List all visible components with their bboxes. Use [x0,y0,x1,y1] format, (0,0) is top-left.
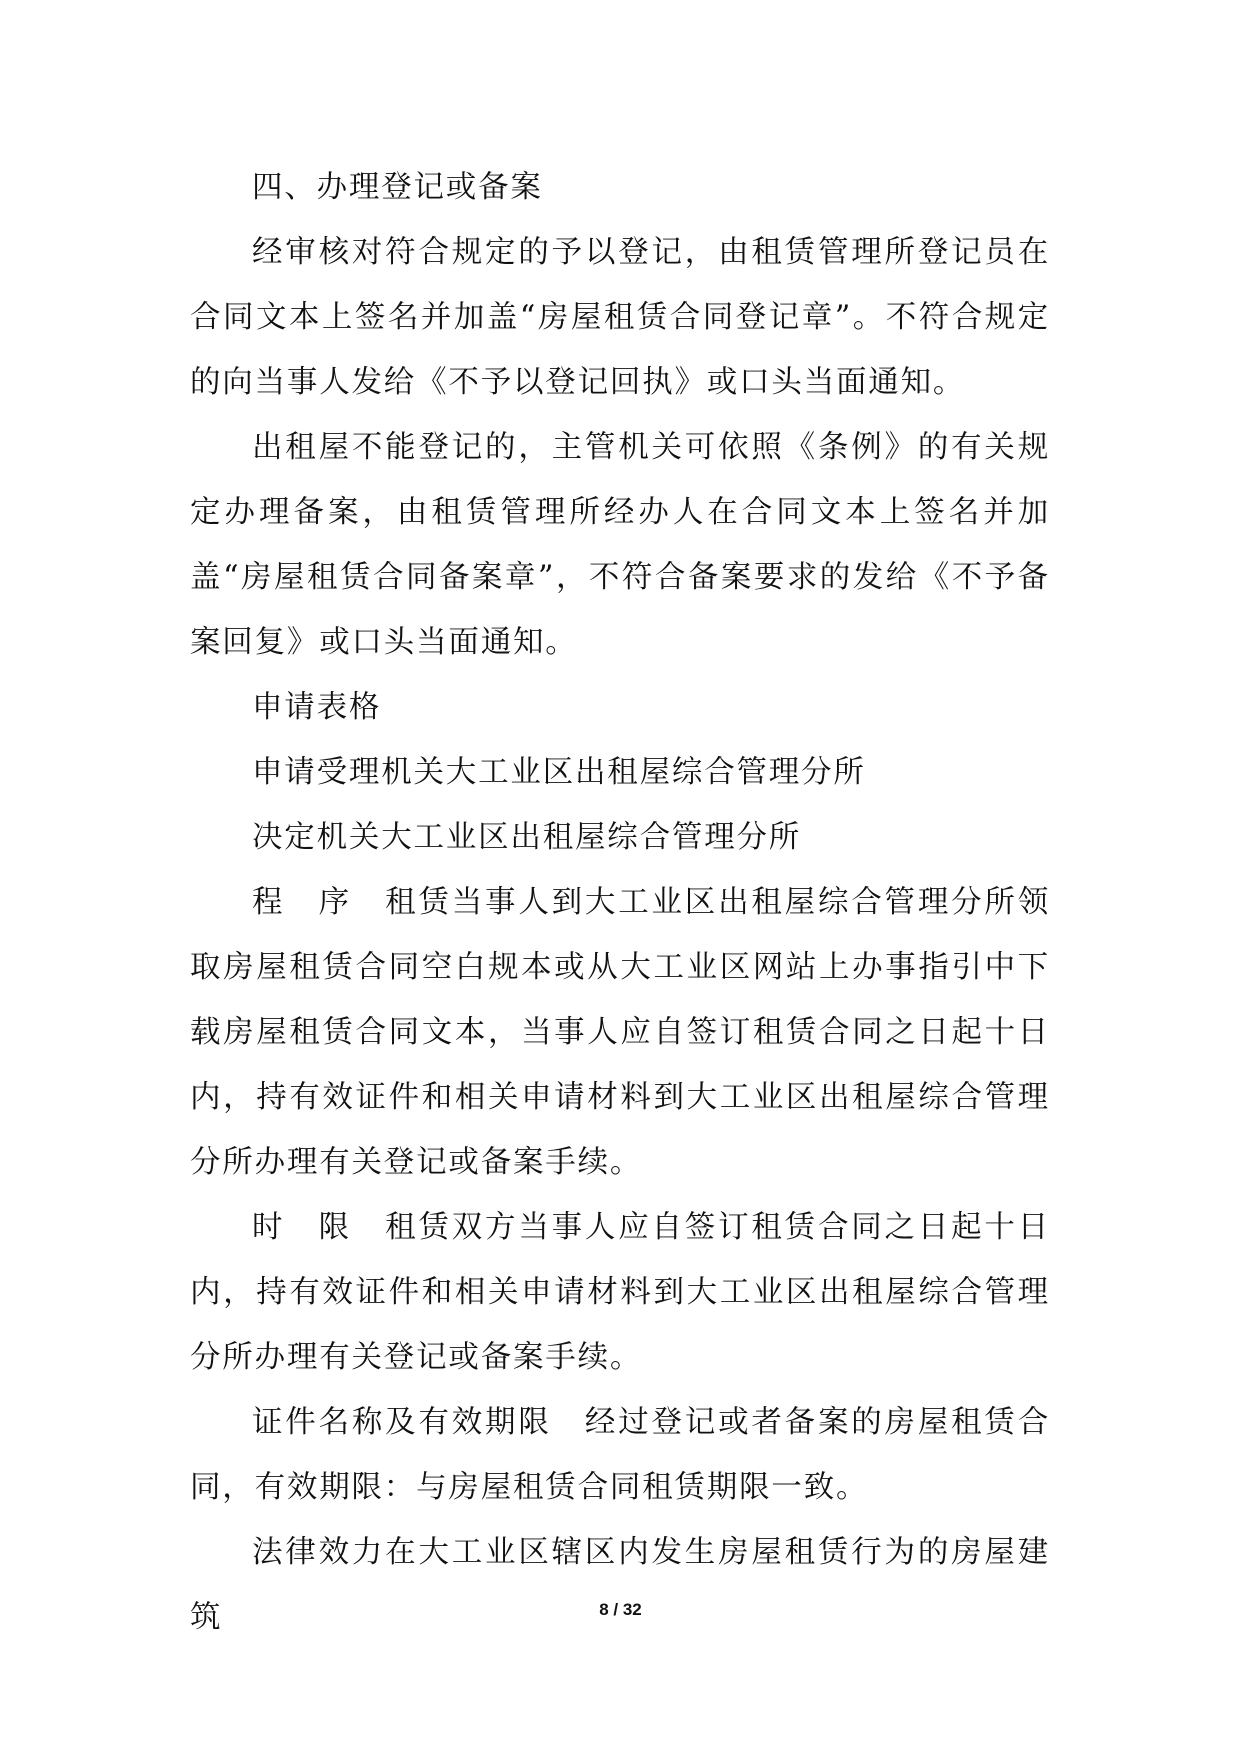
paragraph-certificate-validity: 证件名称及有效期限 经过登记或者备案的房屋租赁合同，有效期限：与房屋租赁合同租赁期限一致。 [190,1405,1050,1505]
paragraph-deciding-authority: 决定机关大工业区出租屋综合管理分所 [252,820,802,855]
paragraph-registration: 经审核对符合规定的予以登记，由租赁管理所登记员在合同文本上签名并加盖“房屋租赁合同登记章”。不符合规定的向当事人发给《不予以登记回执》或口头当面通知。 [190,235,1050,400]
document-body [190,155,1050,1650]
paragraph-time-limit: 时 限 租赁双方当事人应自签订租赁合同之日起十日内，持有效证件和相关申请材料到大工业区出租屋综合管理分所办理有关登记或备案手续。 [190,1210,1050,1375]
paragraph-legal-effect: 法律效力在大工业区辖区内发生房屋租赁行为的房屋建筑 [190,1535,1050,1635]
paragraph-application-form: 申请表格 [252,690,382,725]
section-heading: 四、办理登记或备案 [252,170,543,205]
paragraph-filing: 出租屋不能登记的，主管机关可依照《条例》的有关规定办理备案，由租赁管理所经办人在合同文本上签名并加盖“房屋租赁合同备案章”，不符合备案要求的发给《不予备案回复》或口头当面通知。 [190,430,1050,660]
paragraph-procedure: 程 序 租赁当事人到大工业区出租屋综合管理分所领取房屋租赁合同空白规本或从大工业区网站上办事指引中下载房屋租赁合同文本，当事人应自签订租赁合同之日起十日内，持有效证件和相关申请材料到大工业区出租屋综合管理分所办理有关登记或备案手续。 [190,885,1050,1180]
paragraph-accepting-authority: 申请受理机关大工业区出租屋综合管理分所 [252,755,866,790]
page-number: 8 / 32 [599,1600,642,1619]
